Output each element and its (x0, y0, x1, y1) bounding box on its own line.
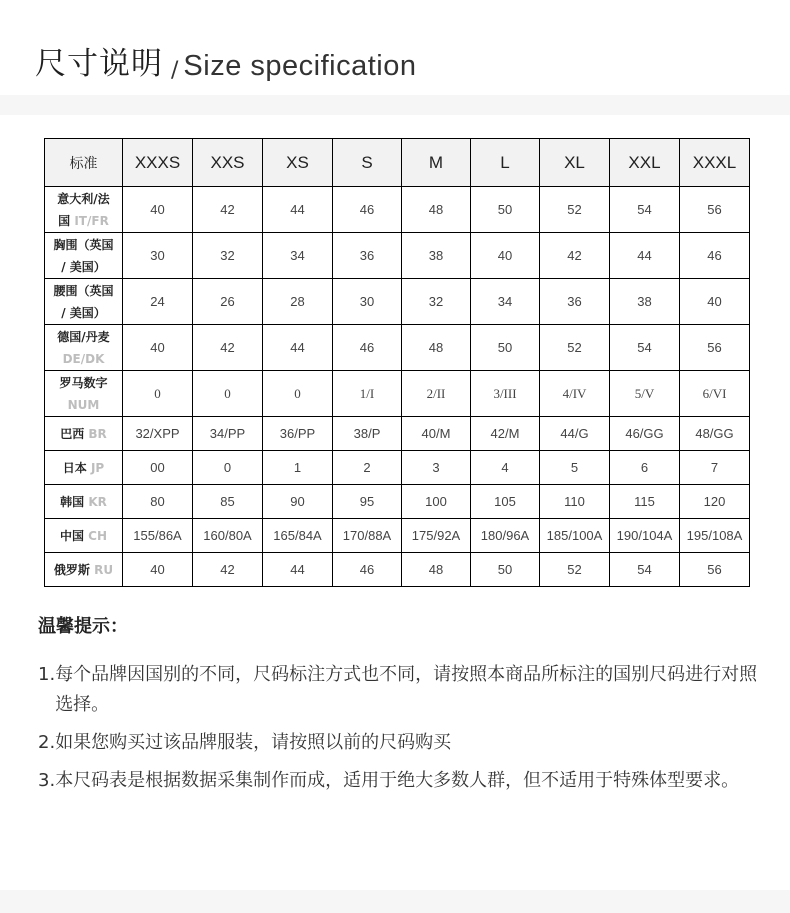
row-country-code: IT/FR (74, 213, 109, 228)
size-value-cell: 48 (402, 553, 471, 587)
size-value-cell: 4 (471, 451, 540, 485)
tip-text: 如果您购买过该品牌服装，请按照以前的尺码购买 (55, 732, 452, 753)
row-label-text: 胸围（英国 (53, 237, 114, 252)
size-value-cell: 00 (123, 451, 193, 485)
size-value-cell: 52 (540, 325, 610, 371)
size-value-cell: 50 (471, 553, 540, 587)
size-header: XXXL (680, 139, 750, 187)
size-value-cell: 48/GG (680, 417, 750, 451)
page-header (0, 0, 790, 95)
row-label (45, 187, 123, 233)
row-country-code: RU (94, 562, 114, 577)
size-value-cell: 54 (610, 325, 680, 371)
size-value-cell: 44/G (540, 417, 610, 451)
size-row (45, 485, 750, 519)
size-row (45, 371, 750, 417)
tips-section (38, 612, 758, 796)
size-table-body (45, 187, 750, 587)
size-value-cell: 52 (540, 187, 610, 233)
size-value-cell: 110 (540, 485, 610, 519)
size-value-cell: 36/PP (263, 417, 333, 451)
size-value-cell: 165/84A (263, 519, 333, 553)
size-row (45, 553, 750, 587)
size-value-cell: 115 (610, 485, 680, 519)
size-row (45, 187, 750, 233)
size-value-cell: 38 (402, 233, 471, 279)
size-value-cell: 160/80A (193, 519, 263, 553)
size-value-cell: 5/V (610, 371, 680, 417)
row-label-text: 巴西 (60, 426, 89, 441)
size-value-cell: 95 (333, 485, 402, 519)
size-value-cell: 85 (193, 485, 263, 519)
size-value-cell: 7 (680, 451, 750, 485)
row-country-code: NUM (67, 397, 100, 412)
row-label (45, 325, 123, 371)
row-label (45, 485, 123, 519)
size-table (44, 138, 750, 587)
row-country-code: DE/DK (62, 351, 105, 366)
row-label (45, 519, 123, 553)
size-header: XL (540, 139, 610, 187)
size-row (45, 451, 750, 485)
size-value-cell: 1 (263, 451, 333, 485)
size-value-cell: 180/96A (471, 519, 540, 553)
size-value-cell: 105 (471, 485, 540, 519)
size-value-cell: 52 (540, 553, 610, 587)
size-value-cell: 195/108A (680, 519, 750, 553)
size-value-cell: 44 (263, 187, 333, 233)
size-value-cell: 0 (263, 371, 333, 417)
size-value-cell: 38/P (333, 417, 402, 451)
size-value-cell: 34 (471, 279, 540, 325)
row-country-code: JP (90, 460, 105, 475)
size-value-cell: 36 (540, 279, 610, 325)
row-country-code: KR (88, 494, 107, 509)
size-value-cell: 28 (263, 279, 333, 325)
size-header: XXS (193, 139, 263, 187)
tip-item (38, 660, 758, 720)
size-value-cell: 54 (610, 187, 680, 233)
size-value-cell: 44 (263, 553, 333, 587)
size-value-cell: 0 (123, 371, 193, 417)
size-header: XXL (610, 139, 680, 187)
size-value-cell: 170/88A (333, 519, 402, 553)
size-value-cell: 30 (333, 279, 402, 325)
size-value-cell: 54 (610, 553, 680, 587)
size-value-cell: 48 (402, 325, 471, 371)
size-row (45, 233, 750, 279)
size-value-cell: 6 (610, 451, 680, 485)
tips-title: 温馨提示： (38, 616, 128, 637)
page-title-cn: 尺寸说明 (35, 46, 163, 82)
size-header: M (402, 139, 471, 187)
size-value-cell: 38 (610, 279, 680, 325)
size-value-cell: 3/III (471, 371, 540, 417)
size-value-cell: 40 (471, 233, 540, 279)
row-label-text: 罗马数字 (59, 375, 108, 390)
tip-item (38, 766, 758, 796)
size-value-cell: 32 (193, 233, 263, 279)
size-header: S (333, 139, 402, 187)
size-value-cell: 0 (193, 451, 263, 485)
size-value-cell: 46 (680, 233, 750, 279)
row-label (45, 451, 123, 485)
size-value-cell: 48 (402, 187, 471, 233)
size-value-cell: 175/92A (402, 519, 471, 553)
size-value-cell: 40 (123, 187, 193, 233)
size-value-cell: 56 (680, 187, 750, 233)
size-value-cell: 42 (540, 233, 610, 279)
size-value-cell: 46 (333, 553, 402, 587)
row-country-code: BR (88, 426, 107, 441)
page-title-en: Size specification (183, 50, 417, 82)
size-value-cell: 6/VI (680, 371, 750, 417)
size-value-cell: 36 (333, 233, 402, 279)
size-value-cell: 34 (263, 233, 333, 279)
size-value-cell: 2/II (402, 371, 471, 417)
tip-number: 1. (38, 664, 56, 685)
row-label-text: 日本 (62, 460, 91, 475)
size-value-cell: 46 (333, 325, 402, 371)
row-label-text: 俄罗斯 (53, 562, 95, 577)
size-header: XS (263, 139, 333, 187)
size-value-cell: 2 (333, 451, 402, 485)
size-value-cell: 80 (123, 485, 193, 519)
footer-band (0, 890, 790, 913)
row-label-tail: / 美国） (61, 259, 106, 274)
size-value-cell: 56 (680, 553, 750, 587)
size-header: XXXS (123, 139, 193, 187)
size-value-cell: 46/GG (610, 417, 680, 451)
size-value-cell: 100 (402, 485, 471, 519)
row-label-text: 中国 (59, 528, 89, 543)
title-separator: / (171, 58, 179, 83)
size-value-cell: 32/XPP (123, 417, 193, 451)
size-value-cell: 42 (193, 553, 263, 587)
corner-label: 标准 (45, 139, 123, 187)
size-value-cell: 30 (123, 233, 193, 279)
tip-item (38, 728, 758, 758)
row-label-text: 德国/丹麦 (57, 329, 110, 344)
row-label (45, 553, 123, 587)
size-value-cell: 1/I (333, 371, 402, 417)
row-label-tail: 国 (58, 213, 75, 228)
size-value-cell: 32 (402, 279, 471, 325)
size-row (45, 325, 750, 371)
size-value-cell: 46 (333, 187, 402, 233)
size-row (45, 417, 750, 451)
size-value-cell: 40 (123, 325, 193, 371)
size-value-cell: 5 (540, 451, 610, 485)
size-value-cell: 50 (471, 187, 540, 233)
size-value-cell: 40 (123, 553, 193, 587)
row-label-tail: / 美国） (61, 305, 106, 320)
header-divider-band (0, 95, 790, 115)
size-value-cell: 120 (680, 485, 750, 519)
size-value-cell: 155/86A (123, 519, 193, 553)
size-value-cell: 44 (610, 233, 680, 279)
tip-number: 2. (38, 732, 56, 753)
size-value-cell: 24 (123, 279, 193, 325)
size-value-cell: 42/M (471, 417, 540, 451)
size-value-cell: 40/M (402, 417, 471, 451)
size-value-cell: 42 (193, 325, 263, 371)
size-value-cell: 34/PP (193, 417, 263, 451)
row-label (45, 417, 123, 451)
size-value-cell: 3 (402, 451, 471, 485)
size-header: L (471, 139, 540, 187)
size-row (45, 519, 750, 553)
size-header-row (45, 139, 750, 187)
size-value-cell: 26 (193, 279, 263, 325)
row-label-text: 意大利/法 (57, 191, 110, 206)
row-label-text: 腰围（英国 (53, 283, 114, 298)
size-value-cell: 90 (263, 485, 333, 519)
size-value-cell: 185/100A (540, 519, 610, 553)
size-value-cell: 42 (193, 187, 263, 233)
row-label-text: 韩国 (60, 494, 89, 509)
row-country-code: CH (88, 528, 108, 543)
size-value-cell: 4/IV (540, 371, 610, 417)
size-value-cell: 40 (680, 279, 750, 325)
size-value-cell: 50 (471, 325, 540, 371)
size-value-cell: 190/104A (610, 519, 680, 553)
row-label (45, 371, 123, 417)
tip-number: 3. (38, 770, 56, 791)
size-value-cell: 56 (680, 325, 750, 371)
size-value-cell: 44 (263, 325, 333, 371)
row-label (45, 279, 123, 325)
tip-text: 本尺码表是根据数据采集制作而成，适用于绝大多数人群，但不适用于特殊体型要求。 (55, 770, 740, 791)
size-value-cell: 0 (193, 371, 263, 417)
row-label (45, 233, 123, 279)
tip-text: 每个品牌因国别的不同，尺码标注方式也不同，请按照本商品所标注的国别尺码进行对照选择。 (55, 664, 758, 715)
size-row (45, 279, 750, 325)
